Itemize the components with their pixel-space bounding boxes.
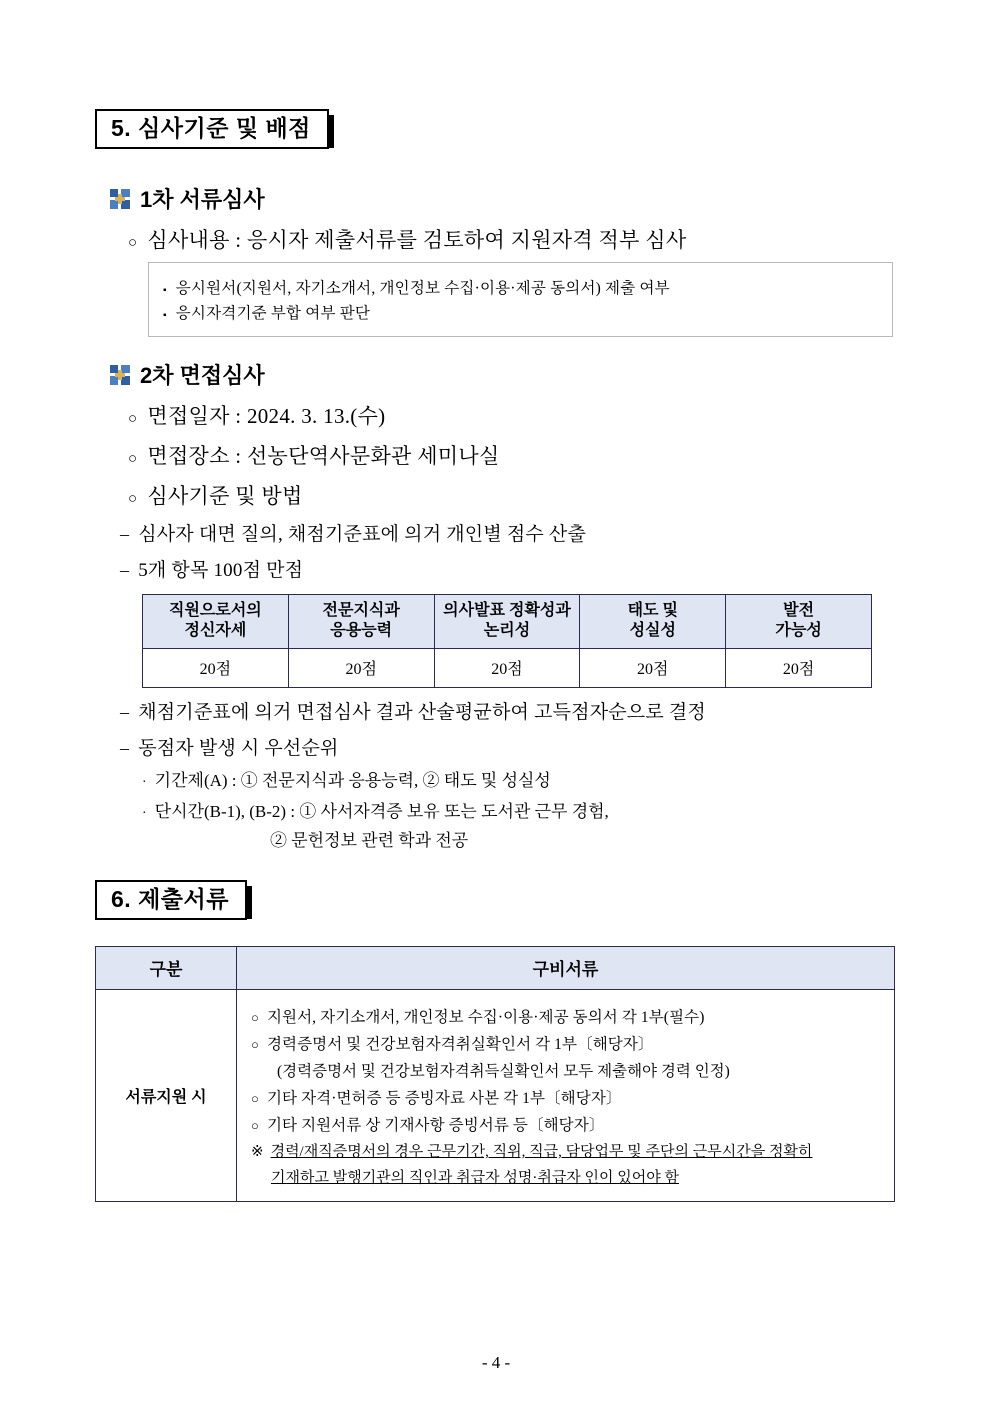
- score-header-4: [580, 595, 726, 649]
- score-header-1: [143, 595, 289, 649]
- list-item: [251, 1113, 884, 1135]
- stage2-dot-2: [142, 797, 902, 822]
- docs-item-2-sub: (경력증명서 및 건강보험자격취득실확인서 모두 제출해야 경력 인정): [277, 1063, 730, 1080]
- score-header-3-l1: 의사발표 정확성과: [443, 602, 571, 619]
- circle-bullet-icon: ○: [128, 235, 138, 251]
- dash-bullet-icon: –: [120, 702, 130, 722]
- list-item: [163, 301, 878, 323]
- stage2-dot-2-cont: ② 문헌정보 관련 학과 전공: [270, 831, 469, 850]
- score-header-5: [726, 595, 872, 649]
- stage2-date-line: [128, 400, 902, 430]
- score-header-3: [434, 595, 580, 649]
- table-row: [143, 649, 872, 688]
- stage2-dash-3: [120, 697, 902, 724]
- list-item: [251, 1005, 884, 1027]
- stage2-dash-4: [120, 733, 902, 760]
- dot-bullet-icon: ·: [142, 806, 147, 821]
- stage2-dot-2-text: 단시간(B-1), (B-2) : ① 사서자격증 보유 또는 도서관 근무 경험,: [154, 802, 609, 821]
- circle-bullet-icon: ○: [251, 1091, 259, 1106]
- score-value-5: 20점: [726, 649, 872, 688]
- score-header-4-l2: 성실성: [629, 622, 676, 639]
- score-value-1: 20점: [143, 649, 289, 688]
- dash-bullet-icon: –: [120, 524, 130, 544]
- score-header-5-l1: 발전: [783, 602, 815, 619]
- docs-note: [251, 1141, 884, 1164]
- stage2-criteria-text: 심사기준 및 방법: [147, 484, 303, 508]
- score-header-5-l2: 가능성: [775, 622, 822, 639]
- circle-bullet-icon: ○: [128, 451, 138, 467]
- stage2-date-text: 면접일자 : 2024. 3. 13.(수): [147, 404, 386, 428]
- docs-item-1: 지원서, 자기소개서, 개인정보 수집·이용·제공 동의서 각 1부(필수): [266, 1009, 705, 1026]
- section-5-heading: [95, 110, 329, 143]
- subheading-stage1: [110, 183, 902, 214]
- stage2-dot-1-text: 기간제(A) : ① 전문지식과 응용능력, ② 태도 및 성실성: [154, 771, 551, 790]
- docs-row-label: 서류지원 시: [96, 990, 237, 1202]
- stage1-note-box: [148, 262, 893, 337]
- table-header-row: [96, 947, 895, 990]
- dot-bullet-icon: ·: [142, 775, 147, 790]
- stage2-dash-2: [120, 555, 902, 582]
- docs-note-line-1: 경력/재직증명서의 경우 근무기간, 직위, 직급, 담당업무 및 주단의 근무시간을 정확히: [270, 1144, 813, 1160]
- score-header-2-l1: 전문지식과: [322, 602, 400, 619]
- section-5-heading-text: 5. 심사기준 및 배점: [95, 109, 329, 149]
- circle-bullet-icon: ○: [251, 1118, 259, 1133]
- page-number: - 4 -: [481, 1353, 511, 1372]
- circle-bullet-icon: ○: [128, 491, 138, 507]
- score-header-3-l2: 논리성: [483, 622, 531, 639]
- stage2-dash-2-text: 5개 항목 100점 만점: [138, 560, 304, 581]
- score-header-1-l1: 직원으로서의: [169, 602, 262, 619]
- subheading-stage2-label: 2차 면접심사: [140, 363, 265, 388]
- stage2-dot-1: [142, 766, 902, 791]
- docs-note-line-2: 기재하고 발행기관의 직인과 취급자 성명·취급자 인이 있어야 함: [271, 1169, 679, 1186]
- score-value-2: 20점: [288, 649, 434, 688]
- reference-mark-icon: ※: [251, 1144, 264, 1160]
- score-header-4-l1: 태도 및: [627, 602, 678, 619]
- score-header-2-l2: 응용능력: [330, 622, 393, 639]
- docs-row-content: [237, 990, 895, 1202]
- circle-bullet-icon: ○: [128, 411, 138, 427]
- docs-item-3: 기타 자격·면허증 등 증빙자료 사본 각 1부〔해당자〕: [266, 1090, 622, 1107]
- circle-bullet-icon: ○: [251, 1010, 259, 1025]
- section-6-heading-text: 6. 제출서류: [95, 880, 247, 920]
- docs-header-documents: 구비서류: [237, 947, 895, 990]
- stage1-note-2: 응시자격기준 부합 여부 판단: [175, 305, 371, 322]
- score-header-1-l2: 정신자세: [184, 622, 247, 639]
- stage2-criteria-line: [128, 480, 902, 510]
- score-table: [142, 594, 872, 688]
- list-item: [251, 1086, 884, 1108]
- docs-item-4: 기타 지원서류 상 기재사항 증빙서류 등〔해당자〕: [266, 1117, 605, 1134]
- stage2-place-line: [128, 440, 902, 470]
- score-value-3: 20점: [434, 649, 580, 688]
- table-header-row: [143, 595, 872, 649]
- dash-bullet-icon: –: [120, 560, 130, 580]
- stage1-content-line: [128, 224, 902, 254]
- square-bullet-icon: ▪: [163, 285, 167, 296]
- score-header-2: [288, 595, 434, 649]
- docs-header-category: 구분: [96, 947, 237, 990]
- dash-bullet-icon: –: [120, 738, 130, 758]
- score-value-4: 20점: [580, 649, 726, 688]
- subheading-stage2: [110, 359, 902, 390]
- stage2-dash-3-text: 채점기준표에 의거 면접심사 결과 산술평균하여 고득점자순으로 결정: [138, 702, 706, 723]
- stage2-dash-1-text: 심사자 대면 질의, 채점기준표에 의거 개인별 점수 산출: [138, 524, 586, 545]
- documents-table: [95, 946, 895, 1202]
- subheading-stage1-label: 1차 서류심사: [140, 187, 265, 212]
- docs-item-2: 경력증명서 및 건강보험자격취실확인서 각 1부〔해당자〕: [266, 1036, 654, 1053]
- list-item: [251, 1032, 884, 1054]
- stage2-place-text: 면접장소 : 선농단역사문화관 세미나실: [147, 444, 500, 468]
- table-row: [96, 990, 895, 1202]
- square-bullet-icon: ▪: [163, 310, 167, 321]
- puzzle-icon: [110, 365, 130, 385]
- puzzle-icon: [110, 189, 130, 209]
- stage1-content-text: 심사내용 : 응시자 제출서류를 검토하여 지원자격 적부 심사: [147, 228, 687, 252]
- stage2-dash-4-text: 동점자 발생 시 우선순위: [138, 738, 339, 759]
- section-6-heading: [95, 881, 247, 914]
- circle-bullet-icon: ○: [251, 1037, 259, 1052]
- list-item: [163, 276, 878, 298]
- stage2-dash-1: [120, 519, 902, 546]
- stage1-note-1: 응시원서(지원서, 자기소개서, 개인정보 수집·이용·제공 동의서) 제출 여부: [175, 280, 670, 297]
